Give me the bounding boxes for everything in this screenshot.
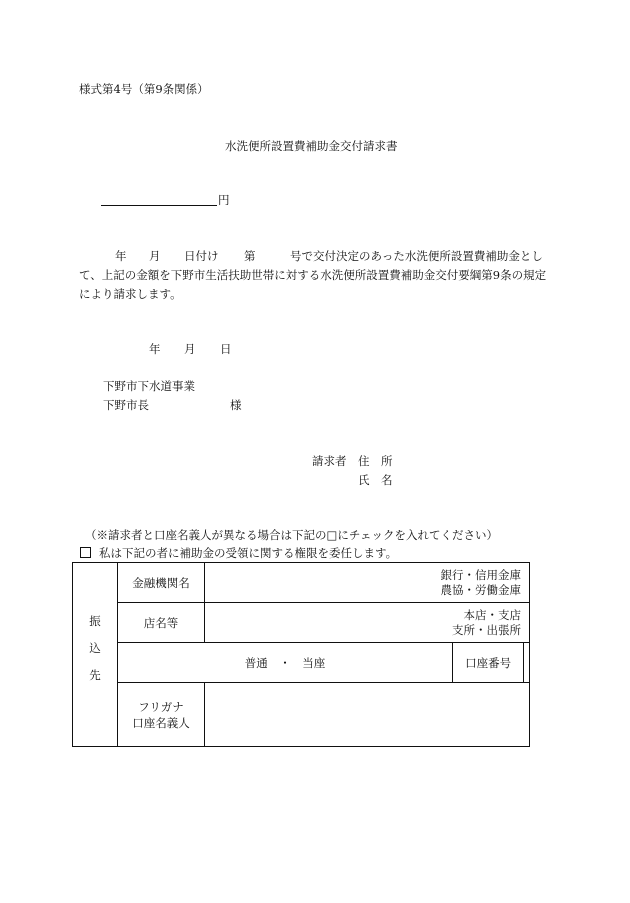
form-number: 様式第4号（第9条関係） [79, 82, 209, 96]
body-date: 日付け [184, 249, 219, 263]
transfer-destination-label: 振 込 先 [73, 563, 118, 747]
amount-unit: 円 [218, 193, 230, 207]
bank-table [72, 562, 530, 747]
account-type-field[interactable]: 普通 ・ 当座 [118, 643, 453, 683]
requester-label: 請求者 [312, 454, 347, 468]
date-day: 日 [220, 342, 232, 356]
body-month: 月 [149, 249, 161, 263]
branch-type-2: 支所・出張所 [452, 622, 521, 637]
account-number-label: 口座番号 [453, 643, 524, 683]
holder-field[interactable] [205, 683, 530, 747]
amount-line[interactable] [101, 205, 217, 206]
furigana-label: フリガナ [138, 699, 184, 714]
branch-type-1: 本店・支店 [463, 607, 521, 622]
institution-type-1: 銀行・信用金庫 [440, 567, 521, 582]
body-line1: 号で交付決定のあった水洗便所設置費補助金とし [290, 249, 543, 263]
holder-label-cell [118, 683, 205, 747]
holder-label: 口座名義人 [132, 715, 190, 730]
delegation-checkbox[interactable] [80, 547, 91, 558]
delegation-text: 私は下記の者に補助金の受領に関する権限を委任します。 [99, 546, 398, 560]
institution-type-2: 農協・労働金庫 [440, 582, 521, 597]
institution-field[interactable] [205, 563, 530, 603]
addressee-honorific: 様 [230, 398, 242, 412]
date-year: 年 [149, 342, 161, 356]
address-label: 住 所 [358, 454, 393, 468]
body-number-prefix: 第 [244, 249, 256, 263]
branch-field[interactable] [205, 603, 530, 643]
addressee-org: 下野市下水道事業 [103, 379, 195, 393]
delegation-row [80, 546, 397, 560]
branch-label: 店名等 [118, 603, 205, 643]
page-title: 水洗便所設置費補助金交付請求書 [225, 139, 398, 153]
institution-label: 金融機関名 [118, 563, 205, 603]
body-year: 年 [115, 249, 127, 263]
body-line2: て、上記の金額を下野市生活扶助世帯に対する水洗便所設置費補助金交付要綱第9条の規定 [79, 268, 547, 282]
notice-text: （※請求者と口座名義人が異なる場合は下記の□にチェックを入れてください） [85, 528, 499, 542]
name-label: 氏 名 [358, 473, 393, 487]
date-month: 月 [184, 342, 196, 356]
addressee-mayor: 下野市長 [103, 398, 149, 412]
body-line3: により請求します。 [79, 287, 182, 301]
account-number-field[interactable] [524, 643, 530, 683]
